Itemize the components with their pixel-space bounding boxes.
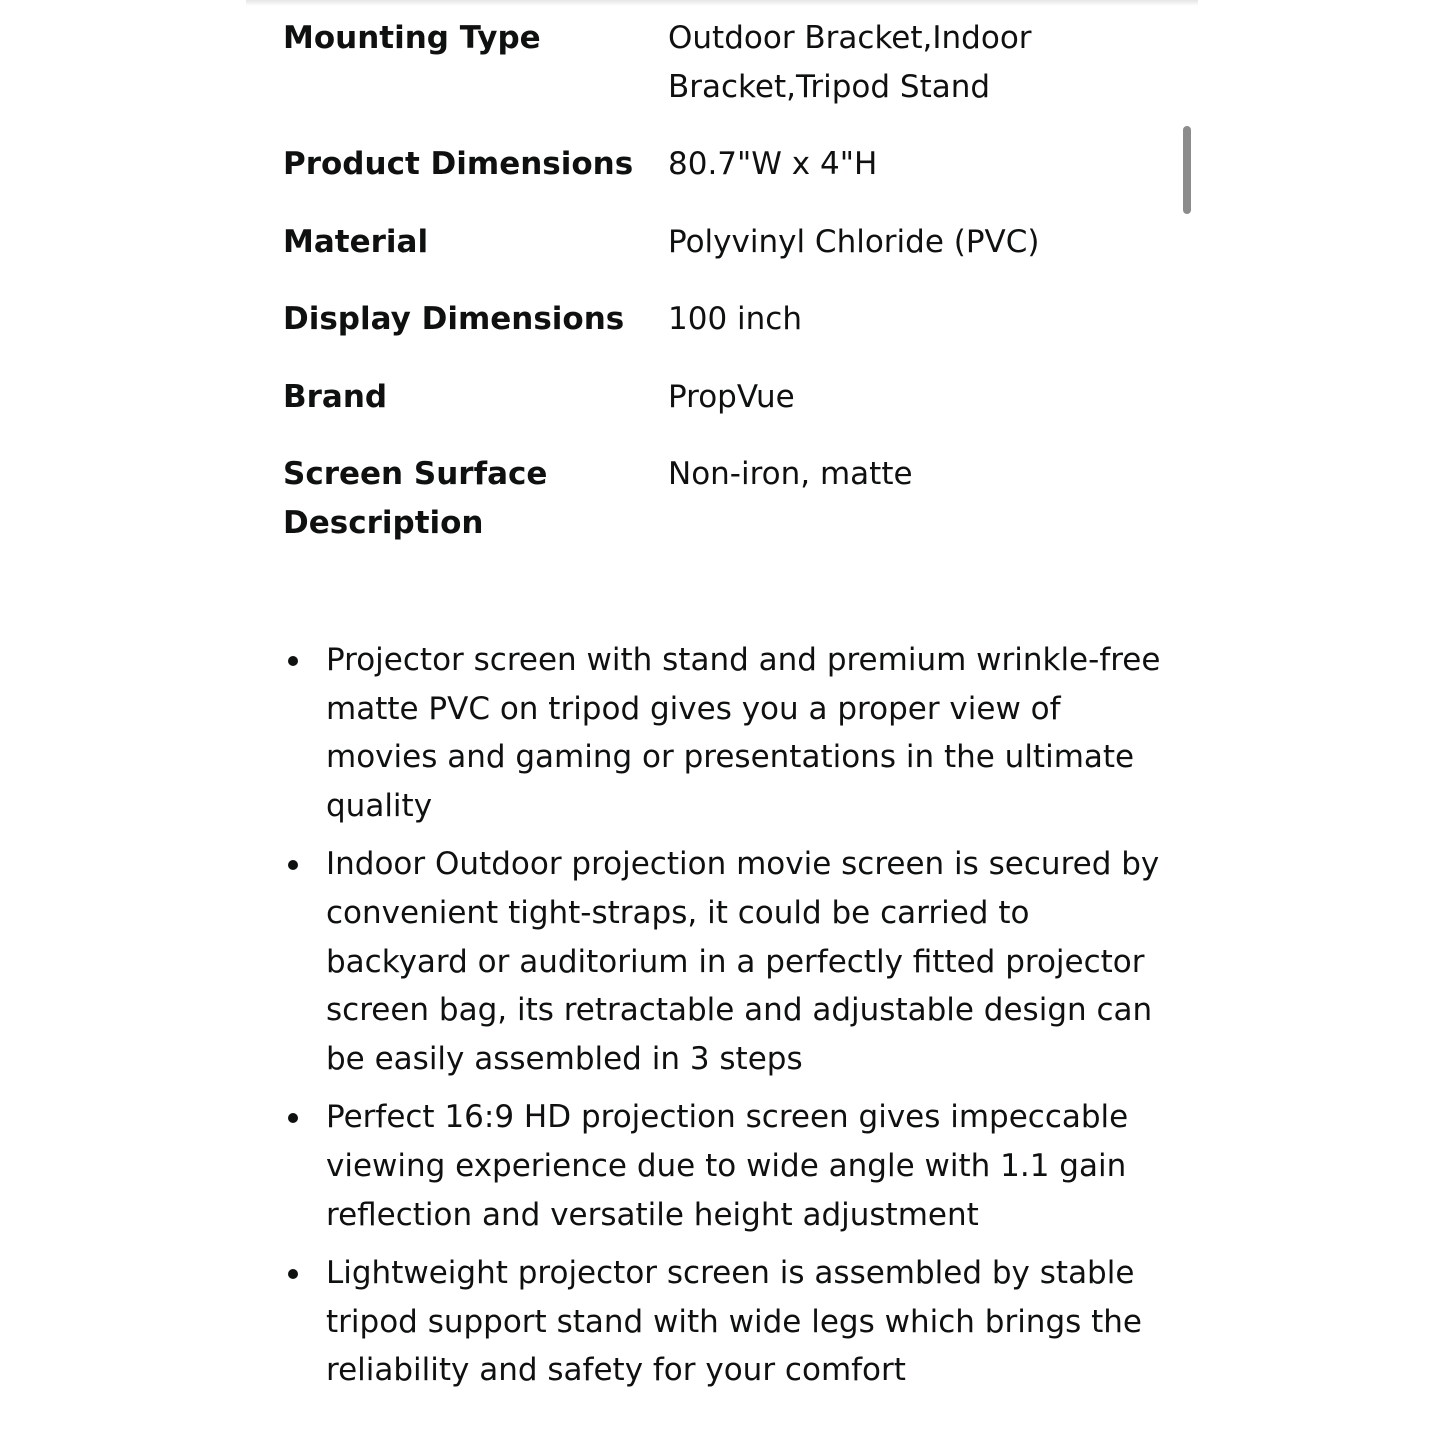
feature-text: Projector screen with stand and premium wrinkle-free matte PVC on tripod gives you a proper view of movies and gaming or presentations in the ultimate quality (326, 642, 1161, 824)
spec-value: 100 inch (668, 301, 802, 337)
bullet-dot-icon (288, 1269, 298, 1279)
spec-label: Display Dimensions (283, 301, 625, 337)
spec-value: PropVue (668, 378, 795, 415)
spec-row-screen-surface (283, 450, 1163, 576)
spec-row-mounting-type (283, 14, 1163, 140)
feature-text: Perfect 16:9 HD projection screen gives impeccable viewing experience due to wide angle with 1.1 gain reflection and versatile height adjustment (326, 1099, 1129, 1233)
spec-label: Brand (283, 378, 388, 415)
spec-label: Screen Surface Description (283, 456, 548, 541)
bullet-dot-icon (288, 860, 298, 870)
spec-value: Non-iron, matte (668, 456, 913, 492)
feature-text: Indoor Outdoor projection movie screen is secured by convenient tight-straps, it could be carried to backyard or auditorium in a perfectly fitted projector screen bag, its retractable and adjustable design can be easily assembled in 3 steps (326, 846, 1160, 1077)
spec-row-material (283, 218, 1163, 296)
scrollbar-thumb[interactable] (1183, 126, 1191, 214)
spec-value: 80.7"W x 4"H (668, 146, 878, 182)
feature-bullet (283, 1249, 1163, 1395)
spec-row-brand (283, 373, 1163, 451)
panel-top-shadow (246, 0, 1198, 6)
feature-bullet-list (283, 636, 1163, 1405)
spec-row-display-dimensions (283, 295, 1163, 373)
feature-bullet (283, 840, 1163, 1083)
spec-label: Product Dimensions (283, 146, 634, 182)
feature-text: Lightweight projector screen is assembled by stable tripod support stand with wide legs which brings the reliability and safety for your comfort (326, 1255, 1143, 1389)
feature-bullet (283, 1093, 1163, 1239)
product-specs-table (283, 14, 1163, 576)
product-details-panel (246, 0, 1198, 1445)
bullet-dot-icon (288, 1113, 298, 1123)
spec-value: Polyvinyl Chloride (PVC) (668, 223, 1040, 260)
spec-row-product-dimensions (283, 140, 1163, 218)
spec-label: Mounting Type (283, 20, 541, 56)
bullet-dot-icon (288, 656, 298, 666)
spec-value: Outdoor Bracket,Indoor Bracket,Tripod Stand (668, 20, 1032, 105)
feature-bullet (283, 636, 1163, 830)
spec-label: Material (283, 223, 429, 260)
